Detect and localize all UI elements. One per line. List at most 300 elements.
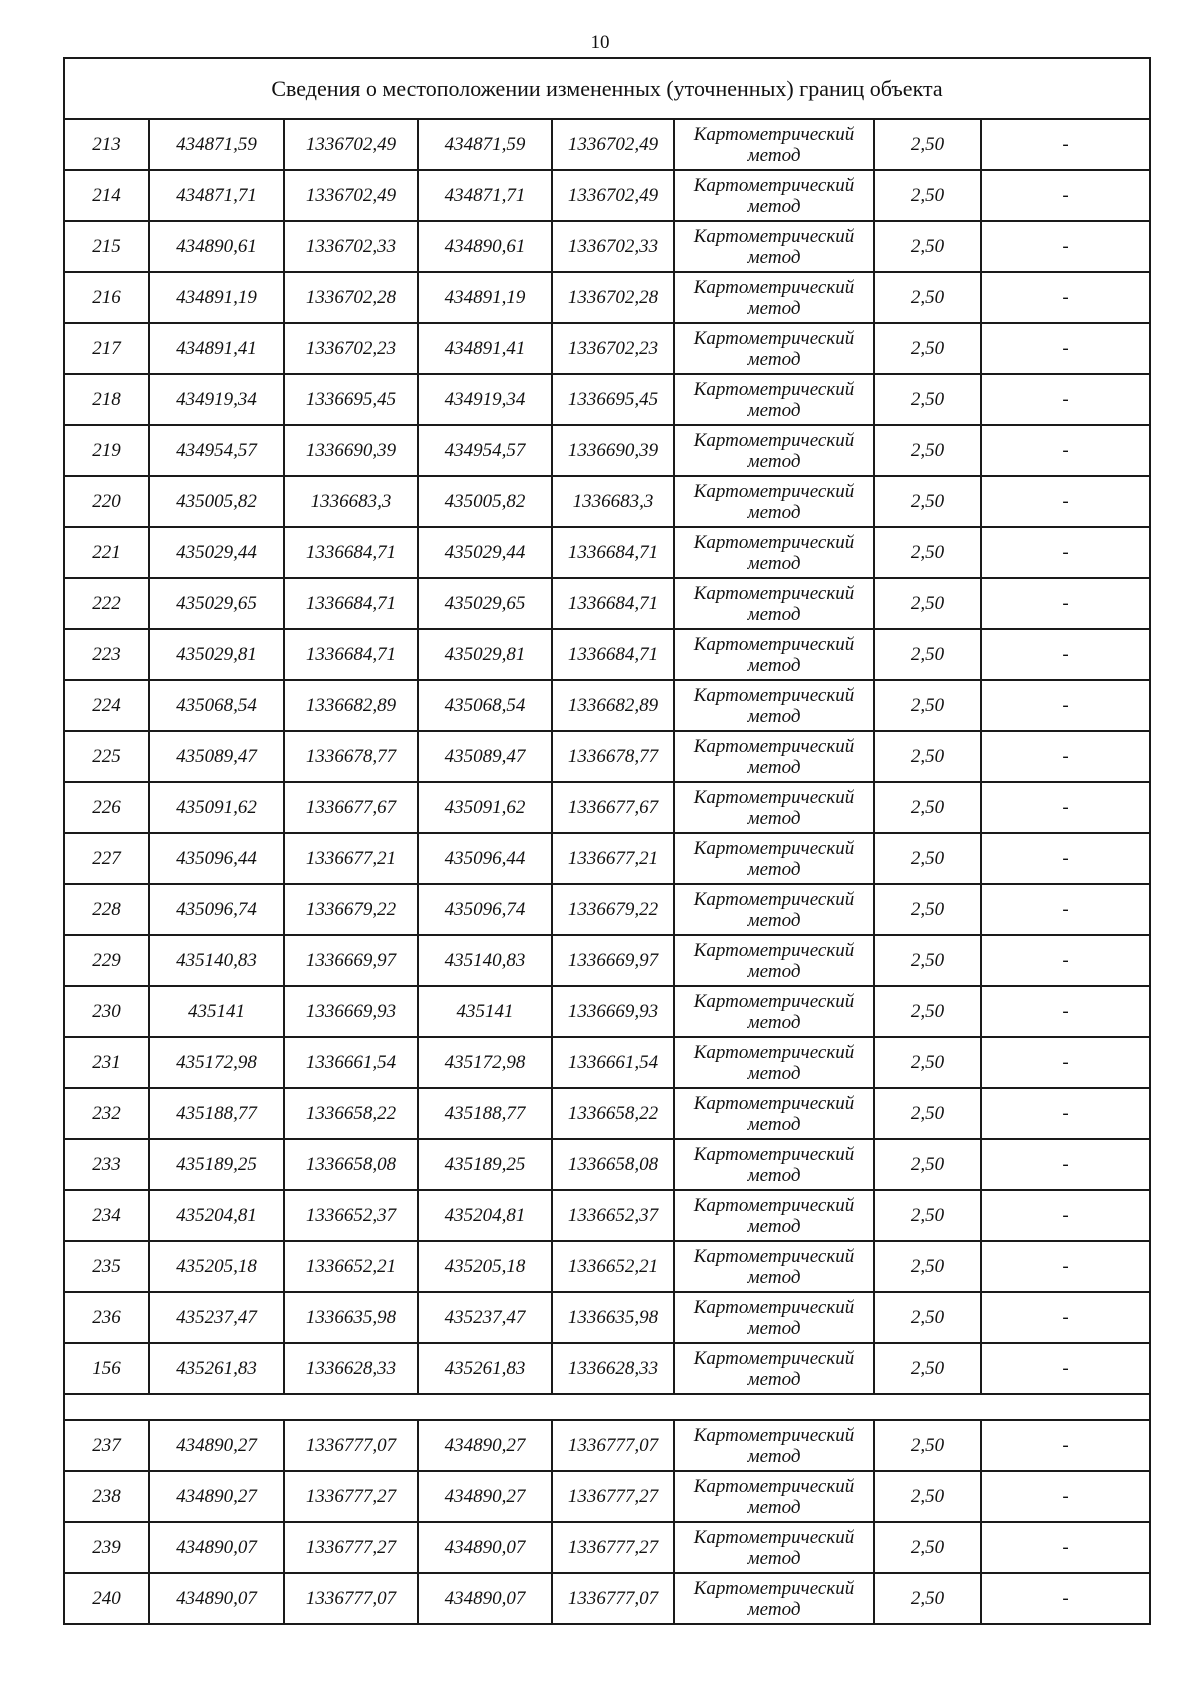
method-line-2: метод — [747, 501, 801, 523]
refined-x-cell: 435089,47 — [418, 731, 552, 782]
description-cell: - — [981, 1573, 1150, 1624]
point-number-cell: 219 — [64, 425, 149, 476]
method-cell — [674, 476, 874, 527]
point-number-cell: 217 — [64, 323, 149, 374]
accuracy-cell: 2,50 — [874, 323, 981, 374]
accuracy-cell: 2,50 — [874, 833, 981, 884]
existing-x-cell: 435096,74 — [149, 884, 284, 935]
existing-x-cell: 435096,44 — [149, 833, 284, 884]
existing-x-cell: 435089,47 — [149, 731, 284, 782]
refined-x-cell: 434871,71 — [418, 170, 552, 221]
table-row — [64, 1573, 1150, 1624]
refined-x-cell: 435091,62 — [418, 782, 552, 833]
method-line-2: метод — [747, 1598, 801, 1620]
existing-x-cell: 434919,34 — [149, 374, 284, 425]
existing-x-cell: 434890,61 — [149, 221, 284, 272]
method-cell — [674, 680, 874, 731]
refined-y-cell: 1336669,93 — [552, 986, 674, 1037]
refined-x-cell: 435141 — [418, 986, 552, 1037]
existing-x-cell: 434891,19 — [149, 272, 284, 323]
method-line-1: Картометрический — [693, 1245, 855, 1267]
existing-y-cell: 1336682,89 — [284, 680, 418, 731]
accuracy-cell: 2,50 — [874, 1522, 981, 1573]
refined-x-cell: 434891,41 — [418, 323, 552, 374]
method-line-1: Картометрический — [693, 1041, 855, 1063]
point-number-cell: 235 — [64, 1241, 149, 1292]
refined-y-cell: 1336661,54 — [552, 1037, 674, 1088]
method-line-2: метод — [747, 909, 801, 931]
method-line-2: метод — [747, 705, 801, 727]
refined-x-cell: 434871,59 — [418, 119, 552, 170]
existing-x-cell: 435140,83 — [149, 935, 284, 986]
method-line-1: Картометрический — [693, 276, 855, 298]
method-line-2: метод — [747, 144, 801, 166]
table-row — [64, 1037, 1150, 1088]
point-number-cell: 229 — [64, 935, 149, 986]
refined-y-cell: 1336690,39 — [552, 425, 674, 476]
existing-y-cell: 1336695,45 — [284, 374, 418, 425]
accuracy-cell: 2,50 — [874, 1037, 981, 1088]
refined-y-cell: 1336679,22 — [552, 884, 674, 935]
refined-x-cell: 434891,19 — [418, 272, 552, 323]
existing-x-cell: 435029,65 — [149, 578, 284, 629]
table-row — [64, 272, 1150, 323]
table-row — [64, 1343, 1150, 1394]
table-row — [64, 374, 1150, 425]
refined-x-cell: 435029,81 — [418, 629, 552, 680]
table-row — [64, 1292, 1150, 1343]
refined-x-cell: 434919,34 — [418, 374, 552, 425]
accuracy-cell: 2,50 — [874, 884, 981, 935]
method-line-1: Картометрический — [693, 1194, 855, 1216]
method-line-1: Картометрический — [693, 1347, 855, 1369]
table-row — [64, 119, 1150, 170]
coordinates-table — [63, 57, 1151, 1625]
existing-x-cell: 435068,54 — [149, 680, 284, 731]
existing-y-cell: 1336684,71 — [284, 629, 418, 680]
caption-row — [64, 58, 1150, 119]
refined-y-cell: 1336702,28 — [552, 272, 674, 323]
method-cell — [674, 1088, 874, 1139]
refined-y-cell: 1336652,21 — [552, 1241, 674, 1292]
accuracy-cell: 2,50 — [874, 1420, 981, 1471]
method-cell — [674, 119, 874, 170]
accuracy-cell: 2,50 — [874, 527, 981, 578]
table-row — [64, 170, 1150, 221]
refined-y-cell: 1336684,71 — [552, 527, 674, 578]
refined-y-cell: 1336652,37 — [552, 1190, 674, 1241]
method-line-1: Картометрический — [693, 1475, 855, 1497]
method-line-1: Картометрический — [693, 684, 855, 706]
table-row — [64, 323, 1150, 374]
page-number: 10 — [590, 32, 610, 53]
existing-x-cell: 435091,62 — [149, 782, 284, 833]
point-number-cell: 228 — [64, 884, 149, 935]
table-row — [64, 680, 1150, 731]
table-row — [64, 1420, 1150, 1471]
point-number-cell: 230 — [64, 986, 149, 1037]
method-cell — [674, 1292, 874, 1343]
refined-x-cell: 435205,18 — [418, 1241, 552, 1292]
existing-x-cell: 435189,25 — [149, 1139, 284, 1190]
point-number-cell: 156 — [64, 1343, 149, 1394]
method-line-1: Картометрический — [693, 990, 855, 1012]
existing-y-cell: 1336777,27 — [284, 1522, 418, 1573]
method-line-1: Картометрический — [693, 480, 855, 502]
table-row — [64, 731, 1150, 782]
existing-x-cell: 434891,41 — [149, 323, 284, 374]
refined-y-cell: 1336702,23 — [552, 323, 674, 374]
existing-y-cell: 1336635,98 — [284, 1292, 418, 1343]
refined-y-cell: 1336777,07 — [552, 1420, 674, 1471]
method-line-1: Картометрический — [693, 174, 855, 196]
table-row — [64, 935, 1150, 986]
method-line-1: Картометрический — [693, 786, 855, 808]
method-line-2: метод — [747, 1496, 801, 1518]
refined-y-cell: 1336677,21 — [552, 833, 674, 884]
accuracy-cell: 2,50 — [874, 272, 981, 323]
method-line-2: метод — [747, 603, 801, 625]
description-cell: - — [981, 1037, 1150, 1088]
existing-y-cell: 1336679,22 — [284, 884, 418, 935]
existing-x-cell: 435172,98 — [149, 1037, 284, 1088]
method-line-1: Картометрический — [693, 225, 855, 247]
method-line-1: Картометрический — [693, 582, 855, 604]
table-row — [64, 1522, 1150, 1573]
existing-x-cell: 435237,47 — [149, 1292, 284, 1343]
description-cell: - — [981, 170, 1150, 221]
description-cell: - — [981, 986, 1150, 1037]
method-line-2: метод — [747, 1368, 801, 1390]
table-row — [64, 1241, 1150, 1292]
table-row — [64, 578, 1150, 629]
existing-y-cell: 1336684,71 — [284, 527, 418, 578]
method-cell — [674, 731, 874, 782]
existing-y-cell: 1336702,49 — [284, 170, 418, 221]
method-line-2: метод — [747, 450, 801, 472]
point-number-cell: 237 — [64, 1420, 149, 1471]
description-cell: - — [981, 374, 1150, 425]
existing-y-cell: 1336652,21 — [284, 1241, 418, 1292]
refined-x-cell: 435029,44 — [418, 527, 552, 578]
method-line-2: метод — [747, 960, 801, 982]
method-cell — [674, 323, 874, 374]
refined-y-cell: 1336677,67 — [552, 782, 674, 833]
method-line-2: метод — [747, 1547, 801, 1569]
contour-separator-row — [64, 1394, 1150, 1420]
method-line-1: Картометрический — [693, 888, 855, 910]
point-number-cell: 213 — [64, 119, 149, 170]
existing-x-cell: 435029,44 — [149, 527, 284, 578]
existing-y-cell: 1336652,37 — [284, 1190, 418, 1241]
point-number-cell: 231 — [64, 1037, 149, 1088]
method-line-2: метод — [747, 1113, 801, 1135]
accuracy-cell: 2,50 — [874, 629, 981, 680]
point-number-cell: 240 — [64, 1573, 149, 1624]
method-cell — [674, 1573, 874, 1624]
method-cell — [674, 986, 874, 1037]
accuracy-cell: 2,50 — [874, 1241, 981, 1292]
method-cell — [674, 1343, 874, 1394]
point-number-cell: 218 — [64, 374, 149, 425]
point-number-cell: 214 — [64, 170, 149, 221]
table-row — [64, 1471, 1150, 1522]
refined-x-cell: 434954,57 — [418, 425, 552, 476]
accuracy-cell: 2,50 — [874, 374, 981, 425]
refined-x-cell: 435237,47 — [418, 1292, 552, 1343]
table-row — [64, 1190, 1150, 1241]
refined-y-cell: 1336682,89 — [552, 680, 674, 731]
refined-x-cell: 435261,83 — [418, 1343, 552, 1394]
description-cell: - — [981, 527, 1150, 578]
table-body — [64, 58, 1150, 1624]
method-line-1: Картометрический — [693, 1526, 855, 1548]
point-number-cell: 216 — [64, 272, 149, 323]
existing-x-cell: 434871,71 — [149, 170, 284, 221]
method-cell — [674, 629, 874, 680]
existing-y-cell: 1336677,21 — [284, 833, 418, 884]
existing-x-cell: 434890,27 — [149, 1471, 284, 1522]
method-cell — [674, 782, 874, 833]
accuracy-cell: 2,50 — [874, 425, 981, 476]
method-line-1: Картометрический — [693, 429, 855, 451]
accuracy-cell: 2,50 — [874, 1343, 981, 1394]
existing-y-cell: 1336702,33 — [284, 221, 418, 272]
existing-y-cell: 1336702,28 — [284, 272, 418, 323]
existing-y-cell: 1336702,23 — [284, 323, 418, 374]
description-cell: - — [981, 782, 1150, 833]
existing-x-cell: 435261,83 — [149, 1343, 284, 1394]
existing-y-cell: 1336677,67 — [284, 782, 418, 833]
method-line-1: Картометрический — [693, 1577, 855, 1599]
refined-x-cell: 435172,98 — [418, 1037, 552, 1088]
method-line-2: метод — [747, 297, 801, 319]
table-row — [64, 476, 1150, 527]
existing-x-cell: 435141 — [149, 986, 284, 1037]
method-line-2: метод — [747, 348, 801, 370]
refined-x-cell: 435189,25 — [418, 1139, 552, 1190]
method-line-1: Картометрический — [693, 735, 855, 757]
method-line-1: Картометрический — [693, 633, 855, 655]
refined-y-cell: 1336702,49 — [552, 170, 674, 221]
refined-y-cell: 1336628,33 — [552, 1343, 674, 1394]
existing-y-cell: 1336690,39 — [284, 425, 418, 476]
accuracy-cell: 2,50 — [874, 119, 981, 170]
point-number-cell: 233 — [64, 1139, 149, 1190]
existing-y-cell: 1336678,77 — [284, 731, 418, 782]
accuracy-cell: 2,50 — [874, 1190, 981, 1241]
refined-y-cell: 1336702,33 — [552, 221, 674, 272]
separator-cell — [64, 1394, 1150, 1420]
refined-x-cell: 435005,82 — [418, 476, 552, 527]
accuracy-cell: 2,50 — [874, 170, 981, 221]
method-cell — [674, 1241, 874, 1292]
existing-y-cell: 1336669,93 — [284, 986, 418, 1037]
method-line-2: метод — [747, 552, 801, 574]
existing-y-cell: 1336777,07 — [284, 1420, 418, 1471]
accuracy-cell: 2,50 — [874, 782, 981, 833]
refined-y-cell: 1336684,71 — [552, 578, 674, 629]
method-line-2: метод — [747, 756, 801, 778]
refined-x-cell: 435188,77 — [418, 1088, 552, 1139]
refined-y-cell: 1336669,97 — [552, 935, 674, 986]
refined-x-cell: 435140,83 — [418, 935, 552, 986]
description-cell: - — [981, 1139, 1150, 1190]
refined-y-cell: 1336678,77 — [552, 731, 674, 782]
refined-x-cell: 434890,61 — [418, 221, 552, 272]
existing-x-cell: 434871,59 — [149, 119, 284, 170]
method-cell — [674, 833, 874, 884]
accuracy-cell: 2,50 — [874, 221, 981, 272]
method-line-2: метод — [747, 654, 801, 676]
method-cell — [674, 884, 874, 935]
existing-y-cell: 1336702,49 — [284, 119, 418, 170]
method-cell — [674, 1037, 874, 1088]
table-row — [64, 221, 1150, 272]
method-line-1: Картометрический — [693, 378, 855, 400]
point-number-cell: 225 — [64, 731, 149, 782]
method-cell — [674, 935, 874, 986]
existing-x-cell: 435204,81 — [149, 1190, 284, 1241]
refined-y-cell: 1336658,08 — [552, 1139, 674, 1190]
refined-x-cell: 435029,65 — [418, 578, 552, 629]
point-number-cell: 223 — [64, 629, 149, 680]
table-row — [64, 986, 1150, 1037]
refined-y-cell: 1336695,45 — [552, 374, 674, 425]
existing-y-cell: 1336684,71 — [284, 578, 418, 629]
existing-y-cell: 1336661,54 — [284, 1037, 418, 1088]
method-line-1: Картометрический — [693, 939, 855, 961]
method-line-2: метод — [747, 1266, 801, 1288]
method-line-1: Картометрический — [693, 1424, 855, 1446]
accuracy-cell: 2,50 — [874, 1471, 981, 1522]
method-line-1: Картометрический — [693, 1143, 855, 1165]
method-line-2: метод — [747, 1011, 801, 1033]
description-cell: - — [981, 476, 1150, 527]
existing-x-cell: 435029,81 — [149, 629, 284, 680]
refined-y-cell: 1336658,22 — [552, 1088, 674, 1139]
accuracy-cell: 2,50 — [874, 731, 981, 782]
description-cell: - — [981, 221, 1150, 272]
refined-y-cell: 1336777,27 — [552, 1522, 674, 1573]
accuracy-cell: 2,50 — [874, 935, 981, 986]
existing-y-cell: 1336658,08 — [284, 1139, 418, 1190]
existing-x-cell: 435005,82 — [149, 476, 284, 527]
point-number-cell: 236 — [64, 1292, 149, 1343]
existing-x-cell: 435205,18 — [149, 1241, 284, 1292]
accuracy-cell: 2,50 — [874, 680, 981, 731]
method-line-2: метод — [747, 858, 801, 880]
table-row — [64, 782, 1150, 833]
method-line-2: метод — [747, 1164, 801, 1186]
table-row — [64, 1139, 1150, 1190]
description-cell: - — [981, 935, 1150, 986]
accuracy-cell: 2,50 — [874, 476, 981, 527]
point-number-cell: 234 — [64, 1190, 149, 1241]
description-cell: - — [981, 323, 1150, 374]
description-cell: - — [981, 731, 1150, 782]
method-cell — [674, 272, 874, 323]
method-line-2: метод — [747, 1215, 801, 1237]
method-line-1: Картометрический — [693, 837, 855, 859]
method-cell — [674, 527, 874, 578]
existing-y-cell: 1336777,27 — [284, 1471, 418, 1522]
refined-x-cell: 434890,27 — [418, 1420, 552, 1471]
accuracy-cell: 2,50 — [874, 1292, 981, 1343]
point-number-cell: 239 — [64, 1522, 149, 1573]
refined-x-cell: 434890,07 — [418, 1522, 552, 1573]
table-row — [64, 1088, 1150, 1139]
existing-y-cell: 1336777,07 — [284, 1573, 418, 1624]
existing-x-cell: 434890,27 — [149, 1420, 284, 1471]
description-cell: - — [981, 119, 1150, 170]
method-cell — [674, 578, 874, 629]
method-cell — [674, 221, 874, 272]
method-cell — [674, 425, 874, 476]
point-number-cell: 232 — [64, 1088, 149, 1139]
table-caption: Сведения о местоположении измененных (уточненных) границ объекта — [64, 58, 1150, 119]
table-row — [64, 833, 1150, 884]
refined-y-cell: 1336777,07 — [552, 1573, 674, 1624]
existing-y-cell: 1336658,22 — [284, 1088, 418, 1139]
accuracy-cell: 2,50 — [874, 1573, 981, 1624]
description-cell: - — [981, 1088, 1150, 1139]
description-cell: - — [981, 1471, 1150, 1522]
refined-x-cell: 434890,27 — [418, 1471, 552, 1522]
existing-y-cell: 1336669,97 — [284, 935, 418, 986]
method-line-2: метод — [747, 1317, 801, 1339]
description-cell: - — [981, 1420, 1150, 1471]
point-number-cell: 215 — [64, 221, 149, 272]
method-line-2: метод — [747, 246, 801, 268]
method-line-1: Картометрический — [693, 1092, 855, 1114]
description-cell: - — [981, 272, 1150, 323]
description-cell: - — [981, 1190, 1150, 1241]
existing-y-cell: 1336628,33 — [284, 1343, 418, 1394]
method-line-1: Картометрический — [693, 1296, 855, 1318]
description-cell: - — [981, 1522, 1150, 1573]
description-cell: - — [981, 884, 1150, 935]
refined-x-cell: 435096,74 — [418, 884, 552, 935]
accuracy-cell: 2,50 — [874, 578, 981, 629]
method-line-1: Картометрический — [693, 123, 855, 145]
existing-x-cell: 435188,77 — [149, 1088, 284, 1139]
refined-x-cell: 435096,44 — [418, 833, 552, 884]
method-line-2: метод — [747, 807, 801, 829]
refined-y-cell: 1336777,27 — [552, 1471, 674, 1522]
description-cell: - — [981, 629, 1150, 680]
table-row — [64, 629, 1150, 680]
refined-x-cell: 435204,81 — [418, 1190, 552, 1241]
accuracy-cell: 2,50 — [874, 986, 981, 1037]
point-number-cell: 221 — [64, 527, 149, 578]
method-line-2: метод — [747, 1445, 801, 1467]
point-number-cell: 222 — [64, 578, 149, 629]
description-cell: - — [981, 833, 1150, 884]
point-number-cell: 224 — [64, 680, 149, 731]
method-line-1: Картометрический — [693, 327, 855, 349]
existing-x-cell: 434890,07 — [149, 1522, 284, 1573]
description-cell: - — [981, 425, 1150, 476]
refined-y-cell: 1336684,71 — [552, 629, 674, 680]
description-cell: - — [981, 578, 1150, 629]
refined-y-cell: 1336683,3 — [552, 476, 674, 527]
point-number-cell: 226 — [64, 782, 149, 833]
refined-y-cell: 1336635,98 — [552, 1292, 674, 1343]
description-cell: - — [981, 1343, 1150, 1394]
refined-x-cell: 435068,54 — [418, 680, 552, 731]
table-row — [64, 527, 1150, 578]
